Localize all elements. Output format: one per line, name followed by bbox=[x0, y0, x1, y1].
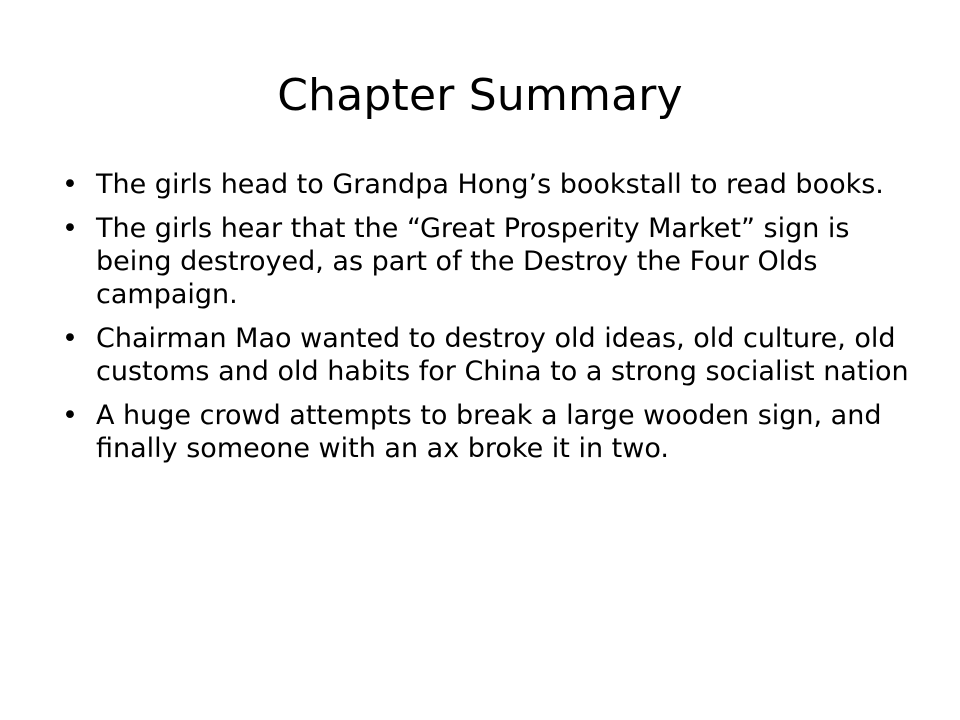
bullet-text: A huge crowd attempts to break a large wooden sign, and finally someone with an ax broke it in two. bbox=[96, 400, 882, 464]
bullet-dot-icon: • bbox=[62, 169, 78, 200]
bullet-item bbox=[62, 322, 912, 388]
bullet-item bbox=[62, 168, 912, 201]
bullet-list bbox=[62, 168, 912, 476]
bullet-dot-icon: • bbox=[62, 323, 78, 354]
slide-title: Chapter Summary bbox=[277, 70, 683, 121]
bullet-dot-icon: • bbox=[62, 400, 78, 431]
bullet-text: Chairman Mao wanted to destroy old ideas, old culture, old customs and old habits for China to a strong socialist nation bbox=[96, 323, 909, 387]
bullet-text: The girls hear that the “Great Prosperity Market” sign is being destroyed, as part of the Destroy the Four Olds campaign. bbox=[96, 213, 850, 310]
bullet-item bbox=[62, 399, 912, 465]
bullet-dot-icon: • bbox=[62, 213, 78, 244]
bullet-text: The girls head to Grandpa Hong’s bookstall to read books. bbox=[96, 169, 884, 200]
bullet-item bbox=[62, 212, 912, 311]
